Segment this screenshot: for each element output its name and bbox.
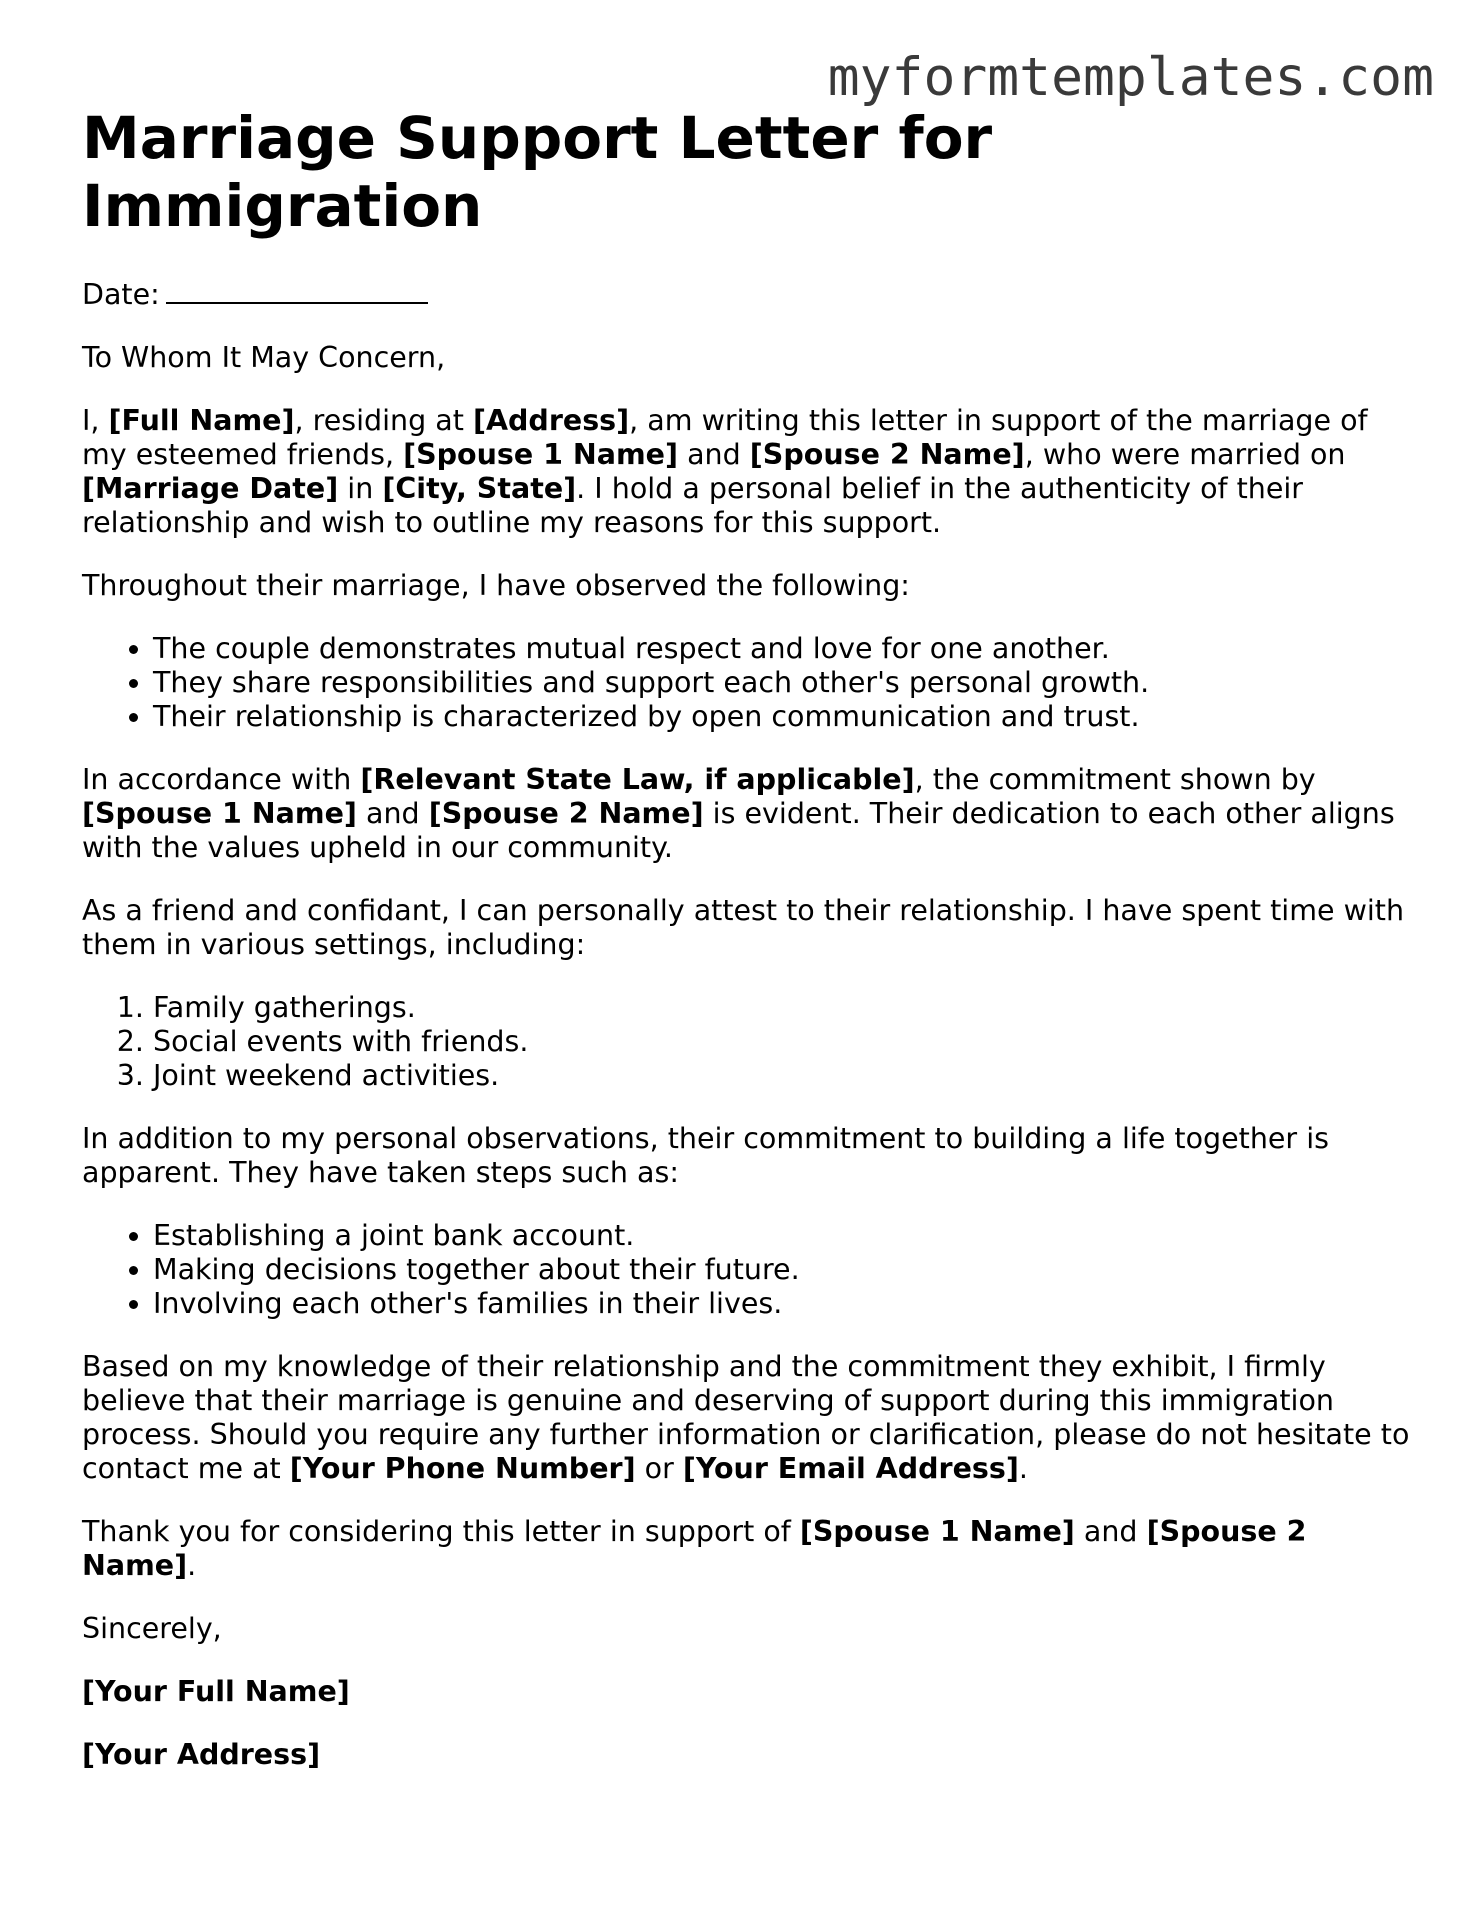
paragraph-law (82, 763, 1412, 865)
placeholder-full-name: [Full Name] (108, 404, 295, 437)
placeholder-spouse-1: [Spouse 1 Name] (82, 797, 357, 830)
placeholder-phone: [Your Phone Number] (289, 1452, 636, 1485)
settings-list (82, 991, 1412, 1093)
placeholder-spouse-2: [Spouse 2 Name] (428, 797, 704, 830)
placeholder-state-law: [Relevant State Law, if applicable] (360, 763, 915, 796)
placeholder-spouse-1: [Spouse 1 Name] (403, 438, 679, 471)
closing: Sincerely, (82, 1612, 222, 1645)
paragraph-thanks (82, 1515, 1412, 1583)
signature-name (82, 1675, 1412, 1709)
text-run: In accordance with (82, 763, 361, 796)
watermark-text: myformtemplates.com (827, 47, 1434, 108)
list-item: • Establishing a joint bank account. (153, 1219, 1412, 1253)
list-item: 3. Joint weekend activities. (153, 1059, 1412, 1093)
text-run: or (635, 1452, 683, 1485)
paragraph-contact (82, 1350, 1412, 1486)
paragraph-intro (82, 404, 1412, 540)
list-item: • They share responsibilities and support each other's personal growth. (153, 666, 1412, 700)
placeholder-email: [Your Email Address] (682, 1452, 1019, 1485)
text-run: and (1074, 1515, 1147, 1548)
text-run: . I hold a personal belief in the authenticity of their relationship and wish to outline my reasons for this support. (82, 472, 1304, 539)
text-run: I, (82, 404, 109, 437)
text-run: , am writing this letter in support of the marriage of my esteemed friends, (82, 404, 1368, 471)
list-item: • Their relationship is characterized by open communication and trust. (153, 700, 1412, 734)
placeholder-your-full-name: [Your Full Name] (82, 1675, 350, 1708)
text-run: in (338, 472, 383, 505)
placeholder-spouse-2: [Spouse 2 Name] (82, 1515, 1307, 1582)
date-blank-field[interactable] (166, 278, 428, 304)
text-run: Thank you for considering this letter in support of (82, 1515, 800, 1548)
text-run: . (187, 1549, 197, 1582)
steps-list (82, 1219, 1412, 1321)
placeholder-your-address: [Your Address] (82, 1738, 321, 1771)
salutation: To Whom It May Concern, (82, 341, 446, 374)
list-item: • Involving each other's families in their lives. (153, 1287, 1412, 1321)
observations-list (82, 632, 1412, 734)
paragraph-observations: Throughout their marriage, I have observed the following: (82, 569, 910, 602)
letter-body (82, 278, 1412, 1801)
date-line (82, 278, 1412, 312)
text-run: and (678, 438, 750, 471)
text-run: , residing at (294, 404, 473, 437)
paragraph-commitment: In addition to my personal observations, their commitment to building a life together is apparent. They have taken steps such as: (82, 1122, 1329, 1189)
list-item: • The couple demonstrates mutual respect and love for one another. (153, 632, 1412, 666)
placeholder-address: [Address] (472, 404, 630, 437)
text-run: Based on my knowledge of their relationship and the commitment they exhibit, I firmly believe that their marriage is genuine and deserving of support during this immigration process. Should you require any further information or clarification, please do not hesitate to contact me at (82, 1350, 1410, 1485)
list-item: 2. Social events with friends. (153, 1025, 1412, 1059)
signature-address (82, 1738, 1412, 1772)
placeholder-city-state: [City, State] (382, 472, 577, 505)
page-title: Marriage Support Letter for Immigration (82, 104, 993, 240)
placeholder-marriage-date: [Marriage Date] (82, 472, 339, 505)
text-run: , who were married on (1024, 438, 1346, 471)
placeholder-spouse-1: [Spouse 1 Name] (799, 1515, 1075, 1548)
list-item: • Making decisions together about their future. (153, 1253, 1412, 1287)
text-run: and (356, 797, 429, 830)
text-run: . (1018, 1452, 1028, 1485)
text-run: is evident. Their dedication to each other aligns with the values upheld in our community. (82, 797, 1395, 864)
placeholder-spouse-2: [Spouse 2 Name] (749, 438, 1025, 471)
date-label: Date: (82, 278, 160, 311)
text-run: , the commitment shown by (914, 763, 1316, 796)
list-item: 1. Family gatherings. (153, 991, 1412, 1025)
paragraph-attest: As a friend and confidant, I can personally attest to their relationship. I have spent time with them in various settings, including: (82, 894, 1405, 961)
